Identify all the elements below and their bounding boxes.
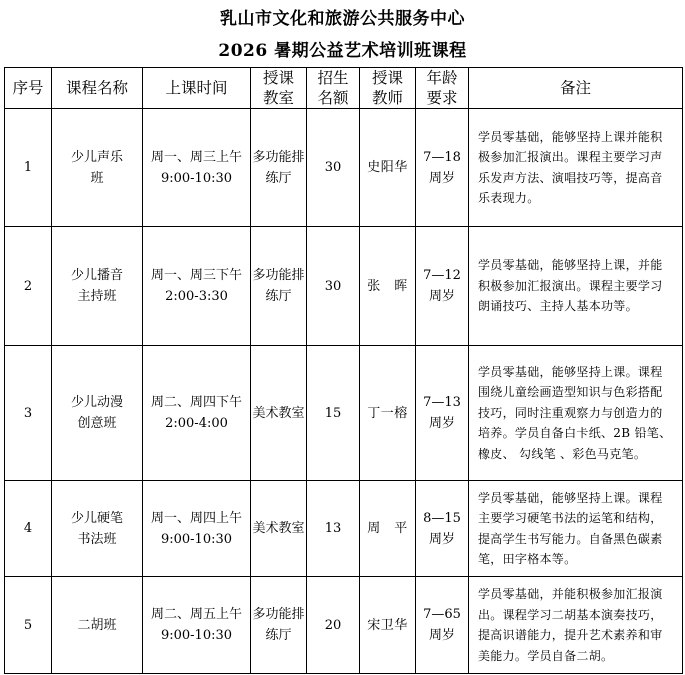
time-hours: 9:00-10:30 <box>160 531 233 547</box>
header-room-l1: 授课 <box>262 69 294 87</box>
header-age-l2: 要求 <box>426 89 458 107</box>
cell-age <box>416 346 469 481</box>
course-table <box>4 67 683 674</box>
cell-note: 学员零基础，能够坚持上课，并能积极参加汇报演出。课程主要学习朗诵技巧、主持人基本功等。 <box>469 227 683 346</box>
cell-quota: 13 <box>307 481 360 577</box>
cell-time <box>143 109 251 227</box>
header-row <box>5 68 683 109</box>
header-teacher-l2: 教师 <box>371 89 403 107</box>
header-quota-l1: 招生 <box>317 69 349 87</box>
cell-course <box>52 227 143 346</box>
cell-course <box>52 577 143 674</box>
cell-course <box>52 109 143 227</box>
cell-no: 1 <box>5 109 52 227</box>
header-course: 课程名称 <box>52 68 143 109</box>
age-range: 7—12 <box>423 268 461 283</box>
cell-time <box>143 577 251 674</box>
cell-time <box>143 227 251 346</box>
cell-course <box>52 346 143 481</box>
time-hours: 2:00-3:30 <box>165 289 228 304</box>
cell-room <box>251 577 307 674</box>
header-teacher-l1: 授课 <box>371 69 403 87</box>
age-unit: 周岁 <box>428 289 455 304</box>
course-name: 少儿播音主持班 <box>71 268 124 304</box>
cell-no: 4 <box>5 481 52 577</box>
header-room <box>251 68 307 109</box>
time-hours: 2:00-4:00 <box>165 416 228 431</box>
table-row <box>5 109 683 227</box>
cell-quota: 30 <box>307 227 360 346</box>
age-unit: 周岁 <box>428 628 455 643</box>
cell-room <box>251 346 307 481</box>
course-name: 少儿硬笔书法班 <box>71 510 124 547</box>
time-days: 周二、周五上午 <box>150 607 242 622</box>
age-unit: 周岁 <box>428 416 455 431</box>
time-days: 周一、周三上午 <box>150 149 242 165</box>
course-name: 少儿声乐班 <box>71 149 124 186</box>
cell-note: 学员零基础，能够坚持上课。课程主要学习硬笔书法的运笔和结构，提高学生书写能力。自备黑色碳素笔，田字格本等。 <box>469 481 683 577</box>
cell-no: 2 <box>5 227 52 346</box>
document-subtitle: 2026 暑期公益艺术培训班课程 <box>218 41 467 61</box>
time-days: 周一、周四上午 <box>150 510 242 526</box>
age-unit: 周岁 <box>428 170 455 186</box>
header-time: 上课时间 <box>143 68 251 109</box>
document-title: 乳山市文化和旅游公共服务中心 <box>220 9 465 29</box>
cell-age <box>416 109 469 227</box>
time-days: 周一、周三下午 <box>150 268 242 283</box>
cell-note: 学员零基础，并能积极参加汇报演出。课程学习二胡基本演奏技巧，提高识谱能力，提升艺术素养和审美能力。学员自备二胡。 <box>469 577 683 674</box>
cell-no: 5 <box>5 577 52 674</box>
cell-teacher: 宋卫华 <box>360 577 416 674</box>
cell-teacher: 史阳华 <box>360 109 416 227</box>
age-range: 7—18 <box>423 149 461 165</box>
header-no: 序号 <box>5 68 52 109</box>
room-name: 美术教室 <box>252 405 305 421</box>
cell-course <box>52 481 143 577</box>
table-row <box>5 227 683 346</box>
cell-age <box>416 227 469 346</box>
cell-note: 学员零基础，能够坚持上课并能积极参加汇报演出。课程主要学习声乐发声方法、演唱技巧等，提高音乐表现力。 <box>469 109 683 227</box>
cell-quota: 20 <box>307 577 360 674</box>
header-age-l1: 年龄 <box>426 69 458 87</box>
age-range: 7—13 <box>423 395 461 410</box>
header-quota-l2: 名额 <box>317 89 349 107</box>
age-range: 7—65 <box>423 607 461 622</box>
table-row <box>5 346 683 481</box>
room-name: 多功能排练厅 <box>252 149 305 186</box>
cell-room <box>251 109 307 227</box>
cell-room <box>251 227 307 346</box>
room-name: 多功能排练厅 <box>252 607 305 643</box>
header-quota <box>307 68 360 109</box>
header-age <box>416 68 469 109</box>
room-name: 多功能排练厅 <box>252 268 305 304</box>
cell-quota: 15 <box>307 346 360 481</box>
header-note: 备注 <box>469 68 683 109</box>
age-unit: 周岁 <box>428 531 455 547</box>
time-hours: 9:00-10:30 <box>160 170 233 186</box>
time-hours: 9:00-10:30 <box>160 628 233 643</box>
cell-teacher: 张 晖 <box>360 227 416 346</box>
header-room-l2: 教室 <box>262 89 294 107</box>
cell-no: 3 <box>5 346 52 481</box>
room-name: 美术教室 <box>252 521 305 536</box>
cell-quota: 30 <box>307 109 360 227</box>
cell-age <box>416 577 469 674</box>
table-row <box>5 577 683 674</box>
course-name: 二胡班 <box>77 617 117 633</box>
cell-room <box>251 481 307 577</box>
cell-time <box>143 346 251 481</box>
header-teacher <box>360 68 416 109</box>
cell-teacher: 周 平 <box>360 481 416 577</box>
age-range: 8—15 <box>423 510 461 526</box>
cell-teacher: 丁一榕 <box>360 346 416 481</box>
cell-age <box>416 481 469 577</box>
cell-time <box>143 481 251 577</box>
table-row <box>5 481 683 577</box>
time-days: 周二、周四下午 <box>150 395 242 410</box>
cell-note: 学员零基础，能够坚持上课。课程围绕儿童绘画造型知识与色彩搭配技巧，同时注重观察力与创造力的培养。学员自备白卡纸、2B 铅笔、橡皮、 勾线笔 、彩色马克笔。 <box>469 346 683 481</box>
course-name: 少儿动漫创意班 <box>71 395 124 431</box>
